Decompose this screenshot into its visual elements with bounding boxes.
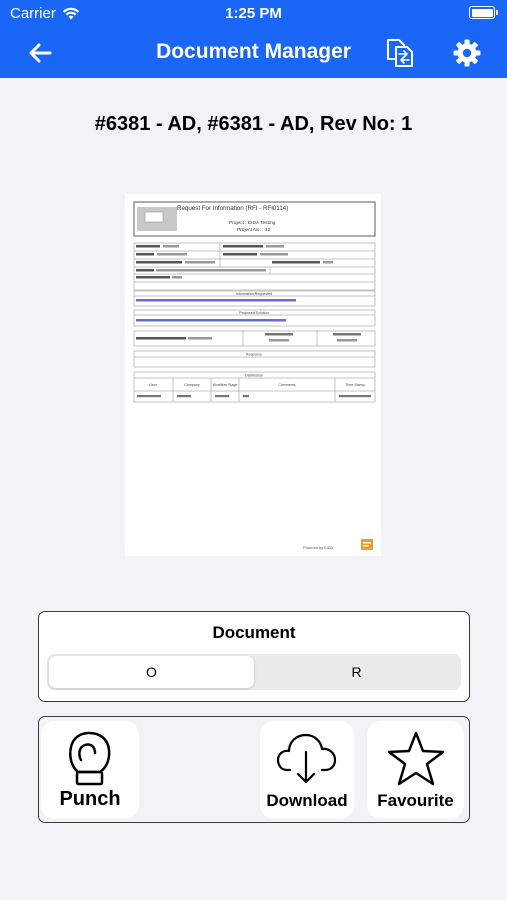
preview-proposed-solution: Proposed Solution [239,311,269,315]
preview-info-required: Information Requested [235,292,273,296]
nav-title: Document Manager [156,40,351,63]
preview-distribution-headers [149,383,364,387]
document-card-title: Document [212,623,296,642]
preview-footer: Powered by EIDA [303,546,333,550]
preview-heading: Request For Information (RFI - RFI0114) [177,205,289,212]
document-swap-icon[interactable] [384,37,416,69]
preview-response: Response [245,352,263,357]
punch-button[interactable] [41,721,139,819]
carrier-label: Carrier [10,5,56,22]
boxing-glove-icon [65,730,115,788]
preview-distribution: Distribution [245,373,263,378]
actions-card [38,716,470,823]
document-segmented-control [47,654,461,690]
preview-logo [361,539,373,550]
star-icon [386,730,446,788]
punch-label: Punch [59,788,121,810]
preview-detail-grid [134,243,375,290]
segment-original[interactable]: O [49,656,254,688]
favourite-label: Favourite [377,791,454,810]
gear-icon[interactable] [452,38,482,68]
preview-col-company: Company [184,383,200,387]
document-card [38,611,470,702]
navigation-bar [0,28,507,78]
document-title: #6381 - AD, #6381 - AD, Rev No: 1 [94,113,413,135]
preview-col-timestamp: Time Stamp [345,383,365,387]
cloud-download-icon [276,730,338,786]
download-button[interactable] [260,721,354,819]
preview-project: Project : EIDA Testing [229,221,276,226]
status-bar [0,0,507,28]
preview-col-comments: Comments [278,383,296,387]
preview-col-user: User [149,383,157,387]
status-time: 1:25 PM [225,5,282,22]
document-preview[interactable] [125,194,381,556]
segment-revised[interactable]: R [351,664,362,680]
download-label: Download [266,791,348,810]
preview-col-workflow: Workflow Stage [212,383,238,387]
battery-icon [469,6,495,19]
favourite-button[interactable] [367,721,464,819]
preview-project-no: Project No. : 32 [237,228,271,233]
